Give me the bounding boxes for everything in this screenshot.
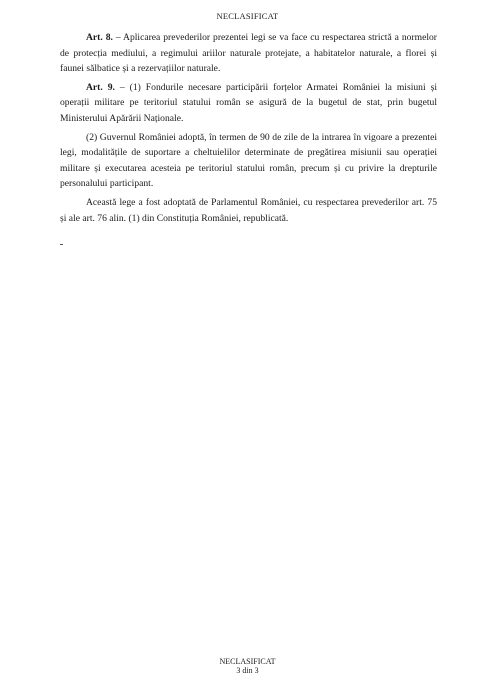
adoption-statement-text: Această lege a fost adoptată de Parlamentul României, cu respectarea prevederilor art. 75 și ale art. 76 alin. (1) din Constituția României, republicată. [60,196,437,224]
footer-classification: NECLASIFICAT [219,657,276,666]
page-number: 3 din 3 [236,666,259,675]
article-8-paragraph [60,30,437,77]
article-8-label: Art. 8. [86,32,113,43]
article-9-paragraph-2 [60,130,437,192]
article-8-text: – Aplicarea prevederilor prezentei legi se va face cu respectarea strictă a normelor de protecția mediului, a regimului ariilor naturale protejate, a habitatelor naturale, a florei și faunei sălbatice și a rezervațiilor naturale. [60,32,437,75]
article-9-paragraph-2-text: (2) Guvernul României adoptă, în termen de 90 de zile de la intrarea în vigoare a prezentei legi, modalitățile de suportare a cheltuielilor determinate de pregătirea misiunii sau operației militare și executarea acesteia pe teritoriul statului român, precum și cu privire la drepturile personalului participant. [60,131,437,190]
article-9-label: Art. 9. [86,81,115,93]
article-9-paragraph [60,80,437,127]
document-body [60,30,437,229]
page-footer [0,657,495,675]
adoption-statement [60,195,437,226]
stray-mark [60,244,63,245]
article-9-text: – (1) Fondurile necesare participării forțelor Armatei României la misiuni și operații militare pe teritoriul statului român se asigură de la bugetul de stat, prin bugetul Ministerului Apărării Naționale. [60,81,437,124]
classification-header: NECLASIFICAT [216,11,279,21]
